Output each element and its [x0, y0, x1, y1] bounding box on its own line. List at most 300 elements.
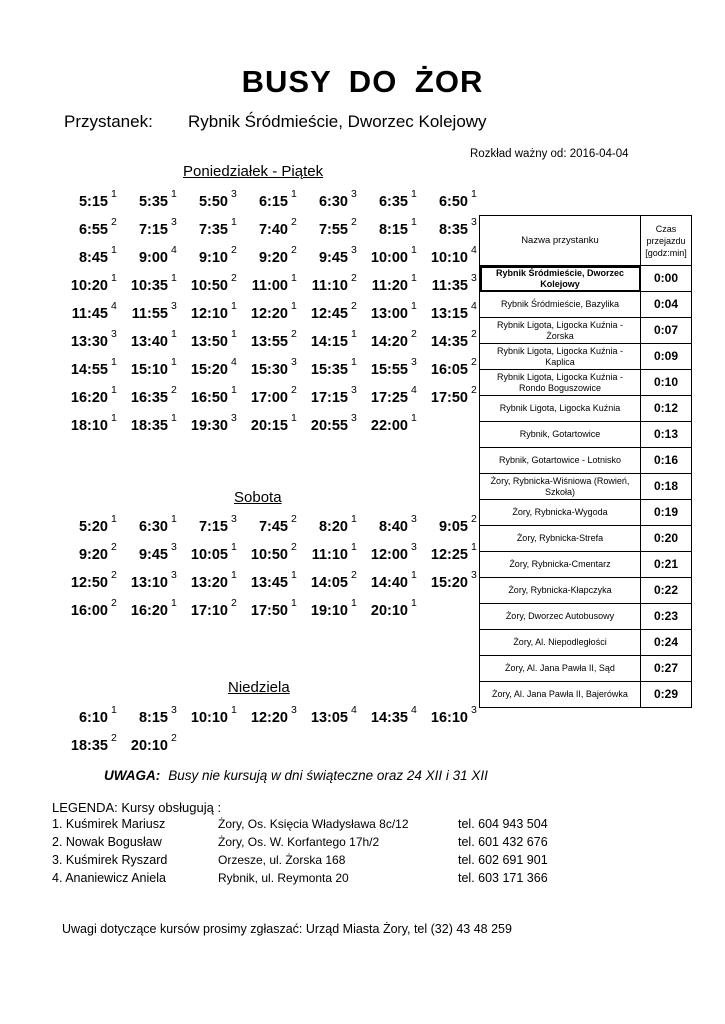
departure-time-text: 6:10 — [78, 710, 108, 726]
operator-code: 2 — [351, 216, 357, 228]
table-row — [480, 318, 692, 344]
stop-name-cell: Żory, Dworzec Autobusowy — [480, 604, 641, 630]
departure-time-text: 7:35 — [198, 222, 228, 238]
departure-time — [48, 300, 117, 322]
departure-time-text: 8:15 — [378, 222, 408, 238]
departure-time — [408, 704, 477, 726]
departure-time-text: 16:35 — [130, 390, 168, 406]
departure-time-text: 13:20 — [190, 575, 228, 591]
departure-time-text: 17:25 — [370, 390, 408, 406]
departure-time — [228, 597, 297, 619]
departure-time-text: 17:15 — [310, 390, 348, 406]
operator-code: 1 — [411, 569, 417, 581]
operator-code: 2 — [291, 513, 297, 525]
departure-time-text: 20:15 — [250, 418, 288, 434]
operator-code: 2 — [111, 597, 117, 609]
departure-time-text: 7:40 — [258, 222, 288, 238]
operator-code: 3 — [171, 216, 177, 228]
departure-time-text: 14:05 — [310, 575, 348, 591]
departure-time — [408, 272, 477, 294]
table-row — [480, 370, 692, 396]
departure-time — [228, 188, 297, 210]
stop-name-cell: Żory, Rybnicka-Wiśniowa (Rowień, Szkoła) — [480, 474, 641, 500]
departure-time — [348, 704, 417, 726]
operator-code: 2 — [291, 328, 297, 340]
departure-time-text: 7:55 — [318, 222, 348, 238]
departure-time-text: 9:10 — [198, 250, 228, 266]
table-row — [480, 422, 692, 448]
stop-label: Przystanek: — [64, 112, 153, 131]
departure-time-text: 15:20 — [190, 362, 228, 378]
departure-time-text: 12:50 — [70, 575, 108, 591]
departure-time-text: 8:45 — [78, 250, 108, 266]
table-row — [480, 292, 692, 318]
table-row — [480, 266, 692, 292]
departure-time — [108, 597, 177, 619]
operator-code: 2 — [471, 513, 477, 525]
table-row — [480, 474, 692, 500]
departure-time-text: 16:20 — [130, 603, 168, 619]
operator-code: 1 — [291, 300, 297, 312]
departure-time-text: 11:10 — [311, 547, 348, 563]
stop-name-cell: Żory, Rybnicka-Kłapczyka — [480, 578, 641, 604]
travel-time-cell: 0:07 — [641, 318, 692, 344]
departure-time — [108, 513, 177, 535]
departure-time — [408, 541, 477, 563]
departure-time — [228, 300, 297, 322]
operator-code: 2 — [351, 272, 357, 284]
operator-address: Żory, Os. Księcia Władysława 8c/12 — [218, 817, 409, 831]
departure-time — [48, 513, 117, 535]
table-row — [480, 500, 692, 526]
departure-time — [48, 328, 117, 350]
departure-time-text: 11:00 — [251, 278, 288, 294]
operator-code: 1 — [291, 188, 297, 200]
operator-name: 3. Kuśmirek Ryszard — [52, 853, 168, 867]
departure-time-text: 11:20 — [371, 278, 408, 294]
operator-code: 1 — [231, 328, 237, 340]
departure-time — [48, 412, 117, 434]
operator-code: 1 — [351, 513, 357, 525]
stop-name-cell: Żory, Rybnicka-Wygoda — [480, 500, 641, 526]
departure-time — [228, 541, 297, 563]
departure-time — [348, 384, 417, 406]
departure-time — [348, 188, 417, 210]
departure-time — [48, 356, 117, 378]
travel-time-cell: 0:12 — [641, 396, 692, 422]
departure-time-text: 13:45 — [250, 575, 288, 591]
departure-time — [288, 328, 357, 350]
departure-time — [288, 272, 357, 294]
departure-time-text: 6:55 — [78, 222, 108, 238]
operator-phone: tel. 603 171 366 — [458, 871, 548, 885]
warning-label: UWAGA: — [104, 768, 161, 783]
departure-time — [228, 412, 297, 434]
departure-time — [168, 328, 237, 350]
departure-time-text: 7:15 — [198, 519, 228, 535]
departure-time — [108, 300, 177, 322]
operator-code: 2 — [291, 541, 297, 553]
departure-time — [408, 216, 477, 238]
departure-time — [348, 328, 417, 350]
operator-code: 2 — [471, 328, 477, 340]
departure-time-text: 14:35 — [370, 710, 408, 726]
departure-time-text: 12:45 — [310, 306, 348, 322]
operator-code: 3 — [411, 541, 417, 553]
stop-name-cell: Żory, Al. Niepodległości — [480, 630, 641, 656]
departure-time — [288, 244, 357, 266]
travel-time-cell: 0:27 — [641, 656, 692, 682]
departure-time — [48, 569, 117, 591]
operator-code: 4 — [411, 384, 417, 396]
operator-code: 1 — [231, 300, 237, 312]
operator-code: 1 — [351, 328, 357, 340]
operator-code: 3 — [231, 412, 237, 424]
operator-code: 4 — [471, 244, 477, 256]
operator-code: 3 — [471, 704, 477, 716]
operator-code: 3 — [171, 569, 177, 581]
departure-time — [168, 597, 237, 619]
operator-code: 2 — [111, 569, 117, 581]
departure-time — [168, 541, 237, 563]
departure-time-text: 11:10 — [311, 278, 348, 294]
operator-code: 4 — [171, 244, 177, 256]
operator-code: 1 — [411, 412, 417, 424]
departure-time — [288, 188, 357, 210]
operator-code: 3 — [111, 328, 117, 340]
departure-time — [348, 412, 417, 434]
table-row — [480, 630, 692, 656]
departure-time-text: 8:40 — [378, 519, 408, 535]
departure-time-text: 15:35 — [310, 362, 348, 378]
departure-time-text: 13:00 — [370, 306, 408, 322]
departure-time — [408, 513, 477, 535]
operator-code: 2 — [231, 244, 237, 256]
departure-time — [348, 244, 417, 266]
departure-time — [288, 356, 357, 378]
departure-time-text: 12:20 — [250, 306, 288, 322]
operator-code: 1 — [171, 188, 177, 200]
departure-time-text: 14:40 — [370, 575, 408, 591]
operator-code: 4 — [231, 356, 237, 368]
footer-contact: Uwagi dotyczące kursów prosimy zgłaszać: Urząd Miasta Żory, tel (32) 43 48 259 — [62, 922, 512, 936]
operator-name: 4. Ananiewicz Aniela — [52, 871, 166, 885]
departure-time — [228, 216, 297, 238]
operator-code: 4 — [471, 300, 477, 312]
departure-time — [168, 300, 237, 322]
operator-code: 1 — [231, 704, 237, 716]
departure-time-text: 10:00 — [370, 250, 408, 266]
operator-code: 2 — [351, 300, 357, 312]
departure-time — [348, 272, 417, 294]
operator-code: 3 — [471, 216, 477, 228]
departure-time — [288, 216, 357, 238]
stop-name-cell: Rybnik Śródmieście, Bazylika — [480, 292, 641, 318]
table-row — [480, 604, 692, 630]
operator-code: 1 — [111, 513, 117, 525]
departure-time — [408, 356, 477, 378]
departure-time — [108, 328, 177, 350]
operator-address: Żory, Os. W. Korfantego 17h/2 — [218, 835, 380, 849]
departure-time-text: 7:15 — [138, 222, 168, 238]
operator-code: 1 — [291, 272, 297, 284]
operator-code: 3 — [411, 356, 417, 368]
departure-time-text: 12:25 — [430, 547, 468, 563]
departure-time — [168, 188, 237, 210]
departure-time — [228, 244, 297, 266]
departure-time — [228, 569, 297, 591]
operator-code: 1 — [171, 272, 177, 284]
departure-time-text: 17:50 — [250, 603, 288, 619]
departure-time-text: 15:30 — [250, 362, 288, 378]
operator-code: 3 — [291, 356, 297, 368]
operator-code: 2 — [231, 597, 237, 609]
operator-code: 1 — [291, 597, 297, 609]
departure-time-text: 20:55 — [310, 418, 348, 434]
operator-code: 1 — [111, 244, 117, 256]
operator-code: 4 — [351, 704, 357, 716]
operator-code: 2 — [351, 569, 357, 581]
departure-time-text: 10:50 — [250, 547, 288, 563]
operator-code: 1 — [231, 569, 237, 581]
departure-time-text: 5:20 — [78, 519, 108, 535]
departure-time-text: 11:55 — [131, 306, 168, 322]
departure-time-text: 6:50 — [438, 194, 468, 210]
departure-time-text: 9:00 — [138, 250, 168, 266]
stop-name-cell: Rybnik Ligota, Ligocka Kuźnia — [480, 396, 641, 422]
operator-code: 1 — [171, 597, 177, 609]
departure-time-text: 22:00 — [370, 418, 408, 434]
departure-time-text: 6:15 — [258, 194, 288, 210]
stop-name-cell: Rybnik Ligota, Ligocka Kuźnia - Kaplica — [480, 344, 641, 370]
departure-time-text: 13:40 — [130, 334, 168, 350]
departure-time-text: 13:15 — [430, 306, 468, 322]
departure-time-text: 16:00 — [70, 603, 108, 619]
departure-time-text: 12:10 — [190, 306, 228, 322]
header-travel-time: Czas przejazdu [godz:min] — [641, 216, 692, 266]
departure-time — [228, 704, 297, 726]
departure-time — [168, 704, 237, 726]
departure-time — [408, 188, 477, 210]
departure-time — [48, 216, 117, 238]
operator-code: 1 — [231, 216, 237, 228]
departure-time-text: 5:15 — [78, 194, 108, 210]
travel-time-cell: 0:04 — [641, 292, 692, 318]
departure-time-text: 9:20 — [258, 250, 288, 266]
operator-code: 3 — [351, 384, 357, 396]
operator-code: 3 — [351, 188, 357, 200]
departure-time — [168, 272, 237, 294]
operator-code: 1 — [411, 244, 417, 256]
header-stop-name: Nazwa przystanku — [480, 216, 641, 266]
departure-time-text: 9:45 — [138, 547, 168, 563]
departure-time-text: 18:35 — [130, 418, 168, 434]
departure-time — [168, 569, 237, 591]
departure-time-text: 14:15 — [310, 334, 348, 350]
departure-time — [228, 328, 297, 350]
operator-code: 1 — [291, 569, 297, 581]
operator-code: 1 — [111, 272, 117, 284]
valid-from-date: Rozkład ważny od: 2016-04-04 — [470, 148, 629, 160]
operator-code: 2 — [111, 216, 117, 228]
travel-time-cell: 0:00 — [641, 266, 692, 292]
travel-time-cell: 0:16 — [641, 448, 692, 474]
operator-code: 3 — [231, 513, 237, 525]
legend-title: LEGENDA: Kursy obsługują : — [52, 800, 222, 815]
departure-time — [48, 384, 117, 406]
operator-code: 3 — [471, 272, 477, 284]
stop-name-cell: Żory, Al. Jana Pawła II, Bajerówka — [480, 682, 641, 708]
departure-time-text: 19:10 — [310, 603, 348, 619]
stop-name-cell: Rybnik Śródmieście, Dworzec Kolejowy — [480, 266, 641, 292]
departure-time — [108, 732, 177, 754]
operator-code: 2 — [111, 541, 117, 553]
departure-time-text: 7:45 — [258, 519, 288, 535]
departure-time-text: 10:10 — [430, 250, 468, 266]
departure-time-text: 11:45 — [71, 306, 108, 322]
departure-time — [348, 356, 417, 378]
departure-time-text: 15:20 — [430, 575, 468, 591]
table-row — [480, 578, 692, 604]
departure-time-text: 20:10 — [130, 738, 168, 754]
departure-time-text: 6:30 — [138, 519, 168, 535]
table-row — [480, 656, 692, 682]
departure-time-text: 18:35 — [70, 738, 108, 754]
departure-time-text: 16:10 — [430, 710, 468, 726]
operator-code: 1 — [111, 412, 117, 424]
departure-time-text: 8:35 — [438, 222, 468, 238]
departure-time — [288, 541, 357, 563]
departure-time-text: 13:30 — [70, 334, 108, 350]
departure-time — [348, 513, 417, 535]
operator-code: 1 — [111, 188, 117, 200]
departure-time — [108, 188, 177, 210]
departure-time-text: 15:10 — [130, 362, 168, 378]
departure-time-text: 14:55 — [70, 362, 108, 378]
departure-time — [408, 384, 477, 406]
operator-code: 4 — [111, 300, 117, 312]
warning-text: Busy nie kursują w dni świąteczne oraz 24 XII i 31 XII — [168, 768, 488, 783]
departure-time-text: 13:55 — [250, 334, 288, 350]
operator-phone: tel. 601 432 676 — [458, 835, 548, 849]
travel-time-cell: 0:13 — [641, 422, 692, 448]
operator-code: 1 — [351, 356, 357, 368]
operator-code: 1 — [411, 216, 417, 228]
travel-time-cell: 0:20 — [641, 526, 692, 552]
departure-time — [408, 569, 477, 591]
departure-time-text: 12:20 — [250, 710, 288, 726]
departure-time-text: 18:10 — [70, 418, 108, 434]
departure-time — [48, 244, 117, 266]
saturday-heading: Sobota — [234, 489, 282, 506]
departure-time — [108, 704, 177, 726]
departure-time — [288, 513, 357, 535]
stop-name-cell: Rybnik Ligota, Ligocka Kuźnia - Żorska — [480, 318, 641, 344]
departure-time-text: 11:35 — [431, 278, 468, 294]
departure-time-text: 10:05 — [190, 547, 228, 563]
departure-time-text: 10:10 — [190, 710, 228, 726]
stop-name-cell: Rybnik, Gotartowice — [480, 422, 641, 448]
departure-time-text: 9:05 — [438, 519, 468, 535]
sunday-heading: Niedziela — [228, 679, 290, 696]
warning-note — [104, 768, 488, 783]
operator-code: 1 — [351, 541, 357, 553]
departure-time — [108, 216, 177, 238]
operator-code: 2 — [291, 384, 297, 396]
table-row — [480, 552, 692, 578]
departure-time — [348, 216, 417, 238]
departure-time-text: 16:50 — [190, 390, 228, 406]
operator-code: 1 — [411, 300, 417, 312]
departure-time — [48, 704, 117, 726]
operator-name: 1. Kuśmirek Mariusz — [52, 817, 166, 831]
departure-time — [228, 272, 297, 294]
operator-code: 2 — [471, 356, 477, 368]
departure-time — [108, 356, 177, 378]
departure-time — [168, 356, 237, 378]
operator-code: 1 — [291, 412, 297, 424]
departure-time-text: 13:05 — [310, 710, 348, 726]
operator-code: 2 — [291, 216, 297, 228]
departure-time — [168, 244, 237, 266]
travel-time-cell: 0:09 — [641, 344, 692, 370]
operator-code: 1 — [111, 704, 117, 716]
departure-time — [288, 569, 357, 591]
operator-code: 3 — [351, 244, 357, 256]
stop-name-cell: Żory, Rybnicka-Strefa — [480, 526, 641, 552]
operator-code: 3 — [471, 569, 477, 581]
operator-code: 2 — [471, 384, 477, 396]
operator-code: 1 — [231, 384, 237, 396]
operator-code: 1 — [171, 513, 177, 525]
stop-name: Rybnik Śródmieście, Dworzec Kolejowy — [188, 112, 487, 131]
departure-time-text: 10:20 — [70, 278, 108, 294]
travel-time-cell: 0:22 — [641, 578, 692, 604]
departure-time — [48, 597, 117, 619]
operator-code: 1 — [171, 412, 177, 424]
operator-code: 3 — [351, 412, 357, 424]
operator-code: 3 — [411, 513, 417, 525]
travel-time-cell: 0:24 — [641, 630, 692, 656]
departure-time — [288, 597, 357, 619]
departure-time — [228, 356, 297, 378]
page-title: BUSY DO ŻOR — [241, 64, 484, 99]
departure-time — [48, 272, 117, 294]
operator-code: 1 — [231, 541, 237, 553]
table-row — [480, 396, 692, 422]
travel-time-cell: 0:10 — [641, 370, 692, 396]
departure-time — [168, 384, 237, 406]
departure-time — [408, 300, 477, 322]
departure-time-text: 12:00 — [370, 547, 408, 563]
travel-time-cell: 0:18 — [641, 474, 692, 500]
departure-time — [228, 384, 297, 406]
operator-code: 1 — [171, 356, 177, 368]
travel-time-cell: 0:23 — [641, 604, 692, 630]
departure-time — [108, 541, 177, 563]
operator-phone: tel. 602 691 901 — [458, 853, 548, 867]
operator-code: 3 — [291, 704, 297, 716]
operator-code: 2 — [111, 732, 117, 744]
departure-time-text: 10:35 — [130, 278, 168, 294]
operator-address: Orzesze, ul. Żorska 168 — [218, 853, 346, 867]
departure-time — [48, 541, 117, 563]
table-row — [480, 344, 692, 370]
departure-time-text: 9:45 — [318, 250, 348, 266]
operator-code: 1 — [471, 541, 477, 553]
departure-time-text: 6:30 — [318, 194, 348, 210]
departure-time-text: 17:50 — [430, 390, 468, 406]
